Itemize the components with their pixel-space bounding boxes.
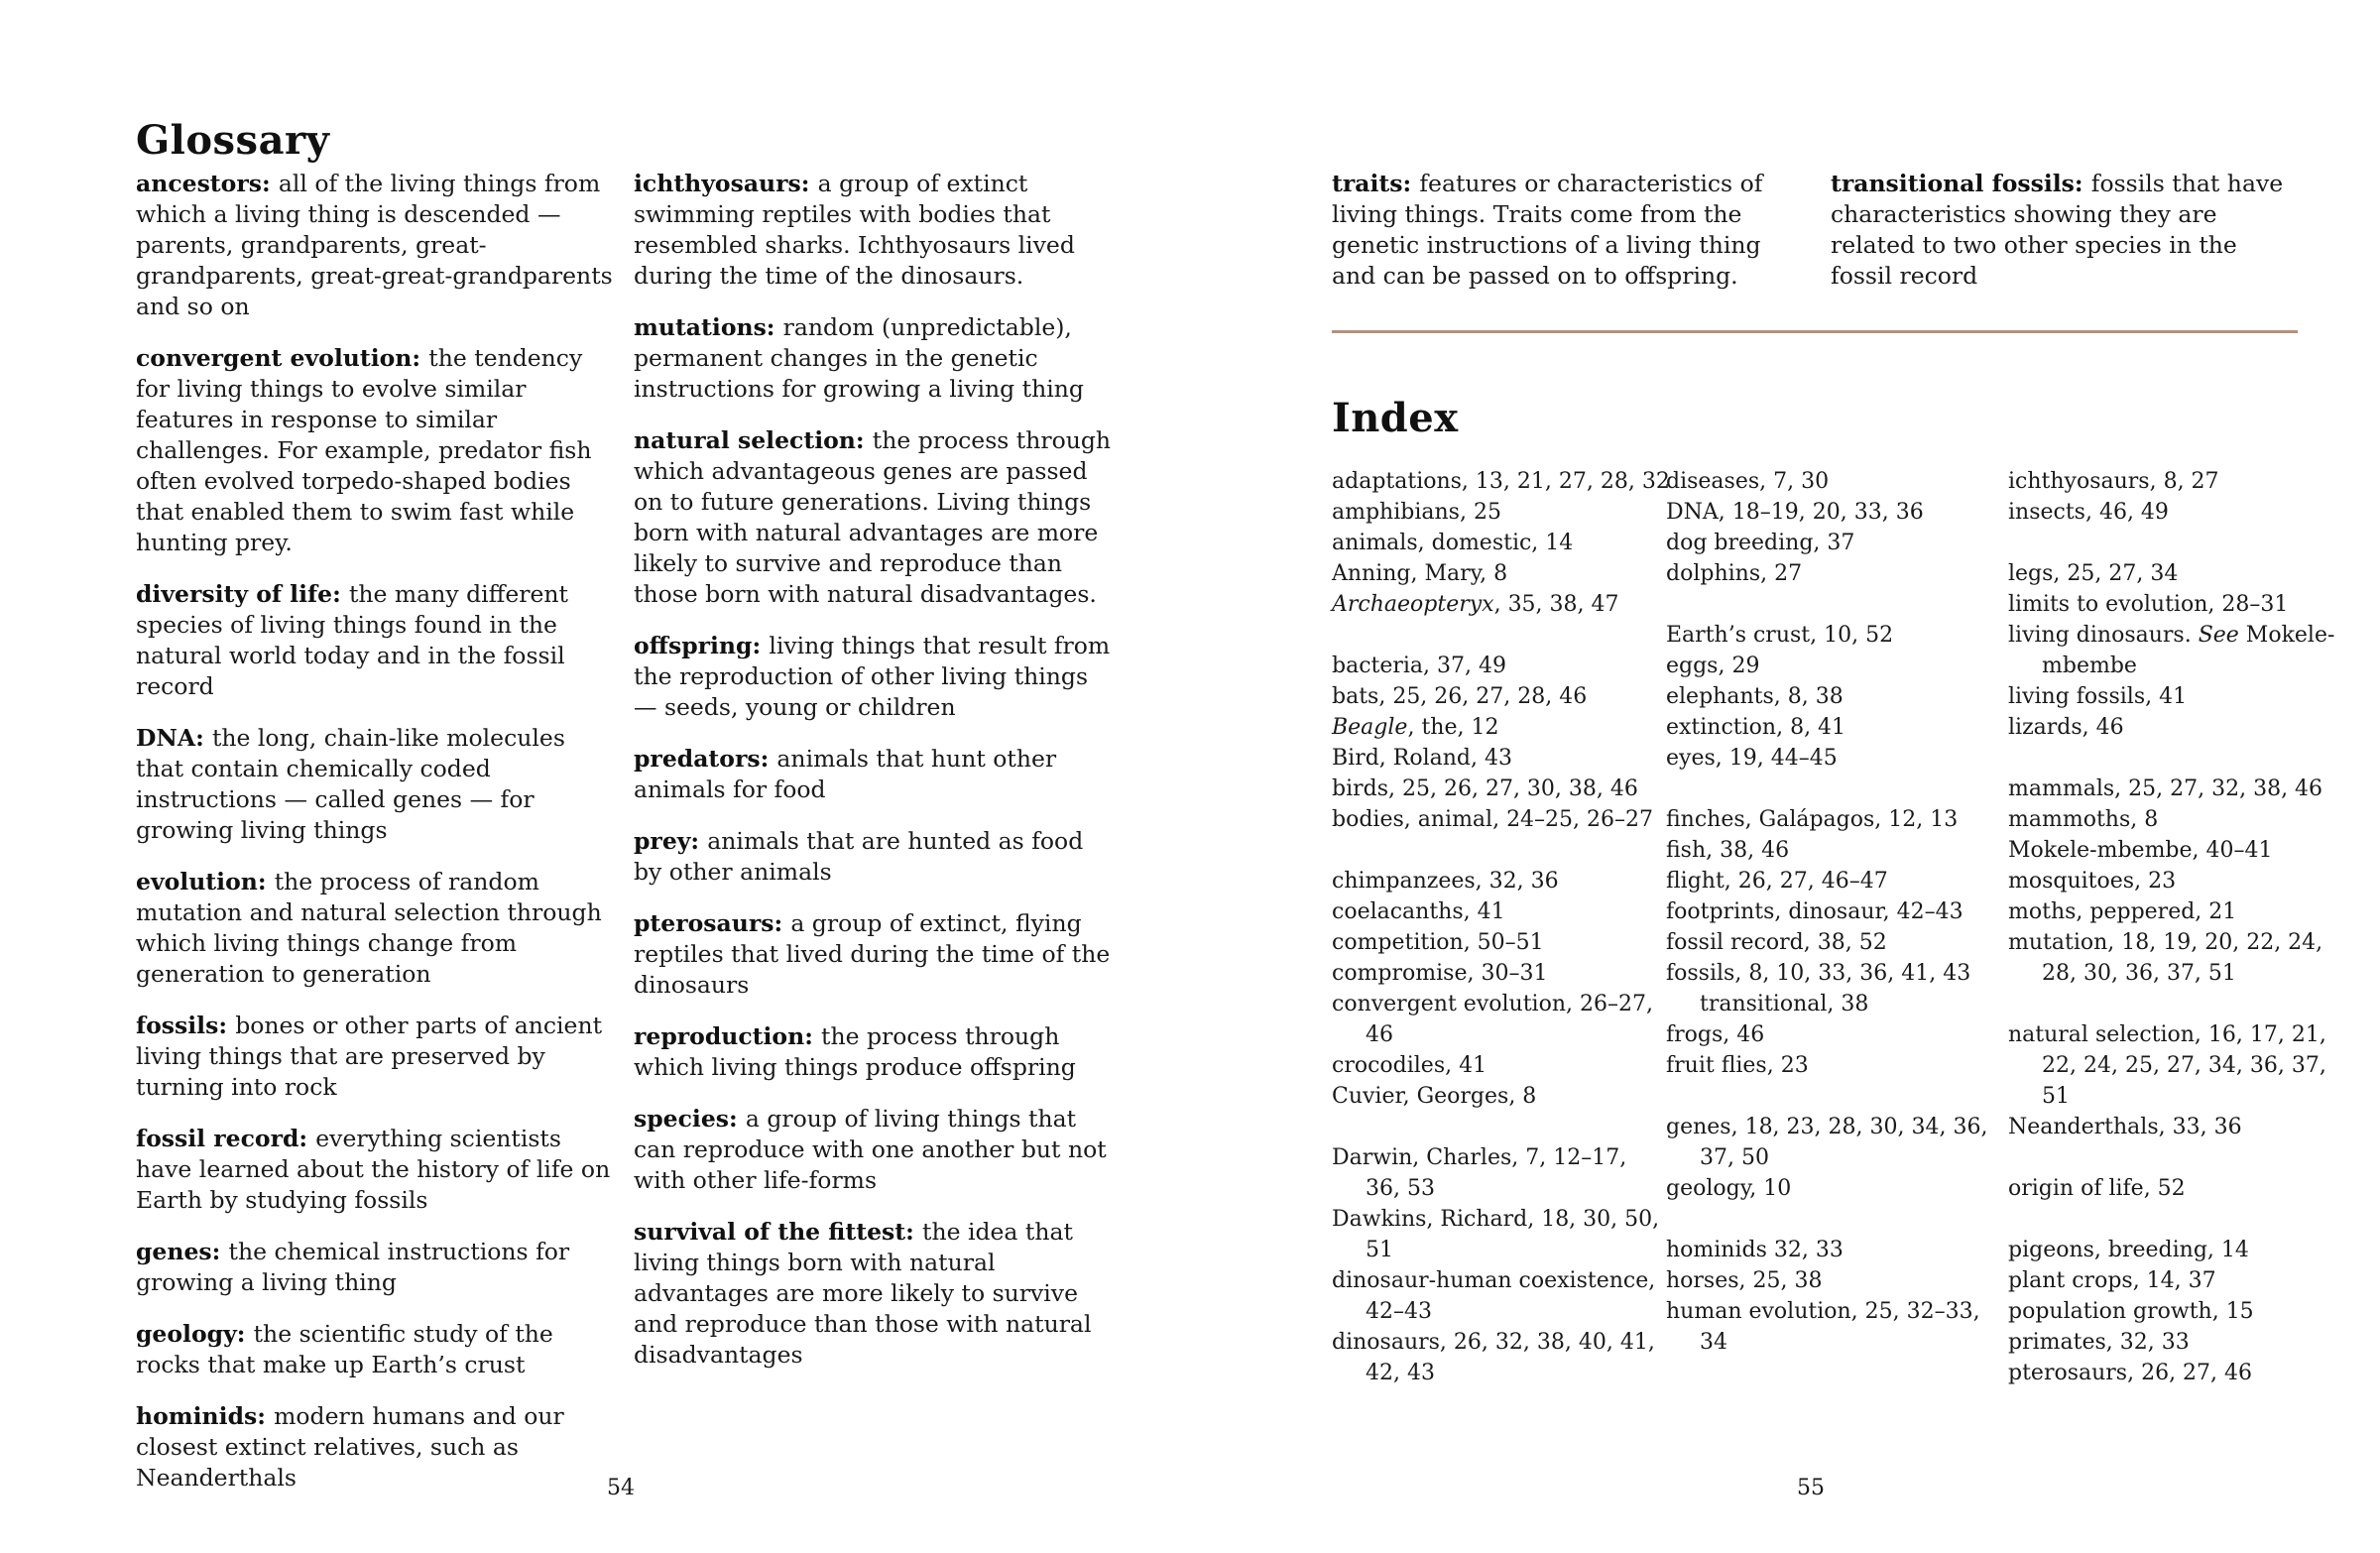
index-entry: plant crops, 14, 37	[2008, 1268, 2216, 1293]
glossary-term: genes:	[136, 1238, 229, 1265]
glossary-entry: convergent evolution: the tendency for living things to evolve similar features in response to similar challenges. For example, predator fish often evolved torpedo-shaped bodies that enabled them to swim fast while hunting prey.	[136, 344, 592, 556]
index-entry: pigeons, breeding, 14	[2008, 1238, 2249, 1262]
index-entry: fossil record, 38, 52	[1666, 930, 1887, 955]
glossary-term: natural selection:	[634, 426, 873, 454]
glossary-entry: diversity of life: the many different species of living things found in the natural world today and in the fossil record	[136, 580, 568, 700]
glossary-term: diversity of life:	[136, 580, 349, 608]
index-entry: adaptations, 13, 21, 27, 28, 32	[1332, 469, 1670, 494]
index-entry: mammals, 25, 27, 32, 38, 46	[2008, 776, 2323, 801]
index-entry: eggs, 29	[1666, 654, 1760, 678]
glossary-title: Glossary	[136, 117, 330, 164]
index-entry: Dawkins, Richard, 18, 30, 50,	[1332, 1207, 1660, 1232]
section-divider	[1332, 330, 2298, 333]
index-entry: 51	[2042, 1084, 2070, 1109]
index-entry: transitional, 38	[1700, 992, 1869, 1016]
index-entry: dolphins, 27	[1666, 561, 1803, 586]
glossary-entry: evolution: the process of random mutation and natural selection through which living things change from generation to generation	[136, 868, 602, 988]
glossary-term: fossils:	[136, 1012, 236, 1039]
index-entry: genes, 18, 23, 28, 30, 34, 36,	[1666, 1115, 1988, 1139]
index-entry: fish, 38, 46	[1666, 838, 1790, 863]
glossary-entry: reproduction: the process through which living things produce offspring	[634, 1022, 1076, 1081]
index-entry: bacteria, 37, 49	[1332, 654, 1507, 678]
index-entry: chimpanzees, 32, 36	[1332, 869, 1559, 894]
glossary-entry: fossils: bones or other parts of ancient living things that are preserved by turning into rock	[136, 1012, 603, 1101]
index-entry: coelacanths, 41	[1332, 899, 1505, 924]
index-entry: fossils, 8, 10, 33, 36, 41, 43	[1666, 961, 1971, 986]
index-entry: competition, 50–51	[1332, 930, 1544, 955]
glossary-entry: transitional fossils: fossils that have characteristics showing they are related to two other species in the fossil record	[1831, 170, 2284, 290]
glossary-term: pterosaurs:	[634, 909, 791, 937]
index-entry: mammoths, 8	[2008, 807, 2159, 832]
index-entry: origin of life, 52	[2008, 1176, 2186, 1201]
glossary-term: fossil record:	[136, 1125, 316, 1152]
glossary-column-3	[1332, 169, 1796, 312]
glossary-entry: mutations: random (unpredictable), permanent changes in the genetic instructions for growing a living thing	[634, 313, 1084, 403]
index-entry: Earth’s crust, 10, 52	[1666, 623, 1894, 648]
index-entry: dinosaurs, 26, 32, 38, 40, 41,	[1332, 1330, 1655, 1355]
glossary-entry: species: a group of living things that can reproduce with one another but not with other life-forms	[634, 1105, 1107, 1194]
glossary-term: hominids:	[136, 1402, 275, 1430]
glossary-term: prey:	[634, 827, 708, 855]
glossary-column-4	[1831, 169, 2289, 312]
index-entry: 34	[1700, 1330, 1727, 1355]
index-entry: compromise, 30–31	[1332, 961, 1548, 986]
glossary-entry: genes: the chemical instructions for growing a living thing	[136, 1238, 570, 1296]
index-entry: bats, 25, 26, 27, 28, 46	[1332, 684, 1588, 709]
glossary-term: reproduction:	[634, 1022, 822, 1050]
index-entry: elephants, 8, 38	[1666, 684, 1844, 709]
index-entry: lizards, 46	[2008, 715, 2124, 740]
index-entry: moths, peppered, 21	[2008, 899, 2237, 924]
index-column-2	[1666, 466, 1993, 1358]
glossary-entry: natural selection: the process through which advantageous genes are passed on to future generations. Living things born with natural advantages are more likely to survive and reproduce than those born with natural disadvantages.	[634, 426, 1112, 608]
index-entry: eyes, 19, 44–45	[1666, 746, 1838, 771]
index-entry: birds, 25, 26, 27, 30, 38, 46	[1332, 776, 1638, 801]
glossary-entry: ichthyosaurs: a group of extinct swimming reptiles with bodies that resembled sharks. Ichthyosaurs lived during the time of the dinosaurs.	[634, 170, 1075, 290]
index-column-3	[2008, 466, 2365, 1388]
index-entry: legs, 25, 27, 34	[2008, 561, 2179, 586]
index-entry: finches, Galápagos, 12, 13	[1666, 807, 1959, 832]
index-entry: 51	[1366, 1238, 1393, 1262]
index-column-1	[1332, 466, 1670, 1388]
index-entry: human evolution, 25, 32–33,	[1666, 1299, 1980, 1324]
index-entry: Cuvier, Georges, 8	[1332, 1084, 1537, 1109]
index-entry: extinction, 8, 41	[1666, 715, 1846, 740]
glossary-term: offspring:	[634, 632, 770, 659]
glossary-term: transitional fossils:	[1831, 170, 2091, 197]
index-entry: living fossils, 41	[2008, 684, 2188, 709]
glossary-term: species:	[634, 1105, 746, 1133]
glossary-term: convergent evolution:	[136, 344, 429, 372]
index-entry: ichthyosaurs, 8, 27	[2008, 469, 2219, 494]
index-entry: DNA, 18–19, 20, 33, 36	[1666, 500, 1924, 525]
index-title: Index	[1332, 395, 1459, 441]
glossary-entry: DNA: the long, chain-like molecules that contain chemically coded instructions — called genes — for growing living things	[136, 724, 565, 844]
index-entry: dog breeding, 37	[1666, 531, 1855, 555]
glossary-term: ichthyosaurs:	[634, 170, 818, 197]
glossary-column-2	[634, 169, 1112, 1391]
index-entry: 36, 53	[1366, 1176, 1435, 1201]
index-entry: crocodiles, 41	[1332, 1053, 1488, 1078]
index-entry: Mokele-mbembe, 40–41	[2008, 838, 2273, 863]
glossary-column-1	[136, 169, 614, 1514]
index-entry: fruit flies, 23	[1666, 1053, 1809, 1078]
index-entry: 42–43	[1366, 1299, 1432, 1324]
index-entry: frogs, 46	[1666, 1022, 1765, 1047]
glossary-entry: predators: animals that hunt other animals for food	[634, 745, 1057, 803]
index-entry: natural selection, 16, 17, 21,	[2008, 1022, 2326, 1047]
index-entry: limits to evolution, 28–31	[2008, 592, 2289, 617]
glossary-entry: pterosaurs: a group of extinct, flying reptiles that lived during the time of the dinosaurs	[634, 909, 1111, 999]
index-entry: mosquitoes, 23	[2008, 869, 2177, 894]
index-entry: population growth, 15	[2008, 1299, 2254, 1324]
index-entry: amphibians, 25	[1332, 500, 1501, 525]
index-entry: bodies, animal, 24–25, 26–27	[1332, 807, 1654, 832]
glossary-term: survival of the fittest:	[634, 1218, 922, 1246]
index-entry: living dinosaurs. See Mokele-	[2008, 623, 2335, 648]
index-entry: horses, 25, 38	[1666, 1268, 1823, 1293]
index-entry: 46	[1366, 1022, 1393, 1047]
index-entry: mutation, 18, 19, 20, 22, 24,	[2008, 930, 2323, 955]
index-entry: Neanderthals, 33, 36	[2008, 1115, 2242, 1139]
glossary-entry: offspring: living things that result from the reproduction of other living things — seeds, young or children	[634, 632, 1111, 721]
index-entry: Darwin, Charles, 7, 12–17,	[1332, 1145, 1627, 1170]
glossary-term: geology:	[136, 1320, 254, 1348]
glossary-entry: ancestors: all of the living things from which a living thing is descended — parents, grandparents, great-grandparents, great-great-grandparents and so on	[136, 170, 613, 320]
index-entry: Bird, Roland, 43	[1332, 746, 1512, 771]
index-entry: diseases, 7, 30	[1666, 469, 1830, 494]
index-entry: convergent evolution, 26–27,	[1332, 992, 1653, 1016]
glossary-entry: geology: the scientific study of the rocks that make up Earth’s crust	[136, 1320, 553, 1378]
glossary-entry: hominids: modern humans and our closest extinct relatives, such as Neanderthals	[136, 1402, 564, 1492]
glossary-term: DNA:	[136, 724, 212, 752]
index-entry: Beagle, the, 12	[1332, 715, 1499, 740]
page-number-right: 55	[1797, 1476, 1825, 1500]
glossary-entry: traits: features or characteristics of living things. Traits come from the genetic instructions of a living thing and can be passed on to offspring.	[1332, 170, 1763, 290]
index-entry: primates, 32, 33	[2008, 1330, 2190, 1355]
index-entry: dinosaur-human coexistence,	[1332, 1268, 1656, 1293]
glossary-term: evolution:	[136, 868, 275, 896]
index-entry: mbembe	[2042, 654, 2137, 678]
glossary-term: traits:	[1332, 170, 1420, 197]
glossary-entry: fossil record: everything scientists have learned about the history of life on Earth by studying fossils	[136, 1125, 611, 1214]
glossary-term: ancestors:	[136, 170, 279, 197]
page-number-left: 54	[607, 1476, 635, 1500]
index-entry: 22, 24, 25, 27, 34, 36, 37,	[2042, 1053, 2326, 1078]
index-entry: Archaeopteryx, 35, 38, 47	[1332, 592, 1619, 617]
index-entry: 37, 50	[1700, 1145, 1769, 1170]
index-entry: insects, 46, 49	[2008, 500, 2169, 525]
index-entry: pterosaurs, 26, 27, 46	[2008, 1361, 2253, 1385]
glossary-term: predators:	[634, 745, 777, 773]
index-entry: flight, 26, 27, 46–47	[1666, 869, 1888, 894]
index-entry: animals, domestic, 14	[1332, 531, 1574, 555]
glossary-entry: survival of the fittest: the idea that living things born with natural advantages are more likely to survive and reproduce than those with natural disadvantages	[634, 1218, 1092, 1369]
index-entry: hominids 32, 33	[1666, 1238, 1844, 1262]
glossary-entry: prey: animals that are hunted as food by other animals	[634, 827, 1084, 886]
index-entry: footprints, dinosaur, 42–43	[1666, 899, 1964, 924]
index-entry: Anning, Mary, 8	[1332, 561, 1508, 586]
index-entry: geology, 10	[1666, 1176, 1792, 1201]
glossary-term: mutations:	[634, 313, 783, 341]
index-entry: 28, 30, 36, 37, 51	[2042, 961, 2236, 986]
index-entry: 42, 43	[1366, 1361, 1435, 1385]
